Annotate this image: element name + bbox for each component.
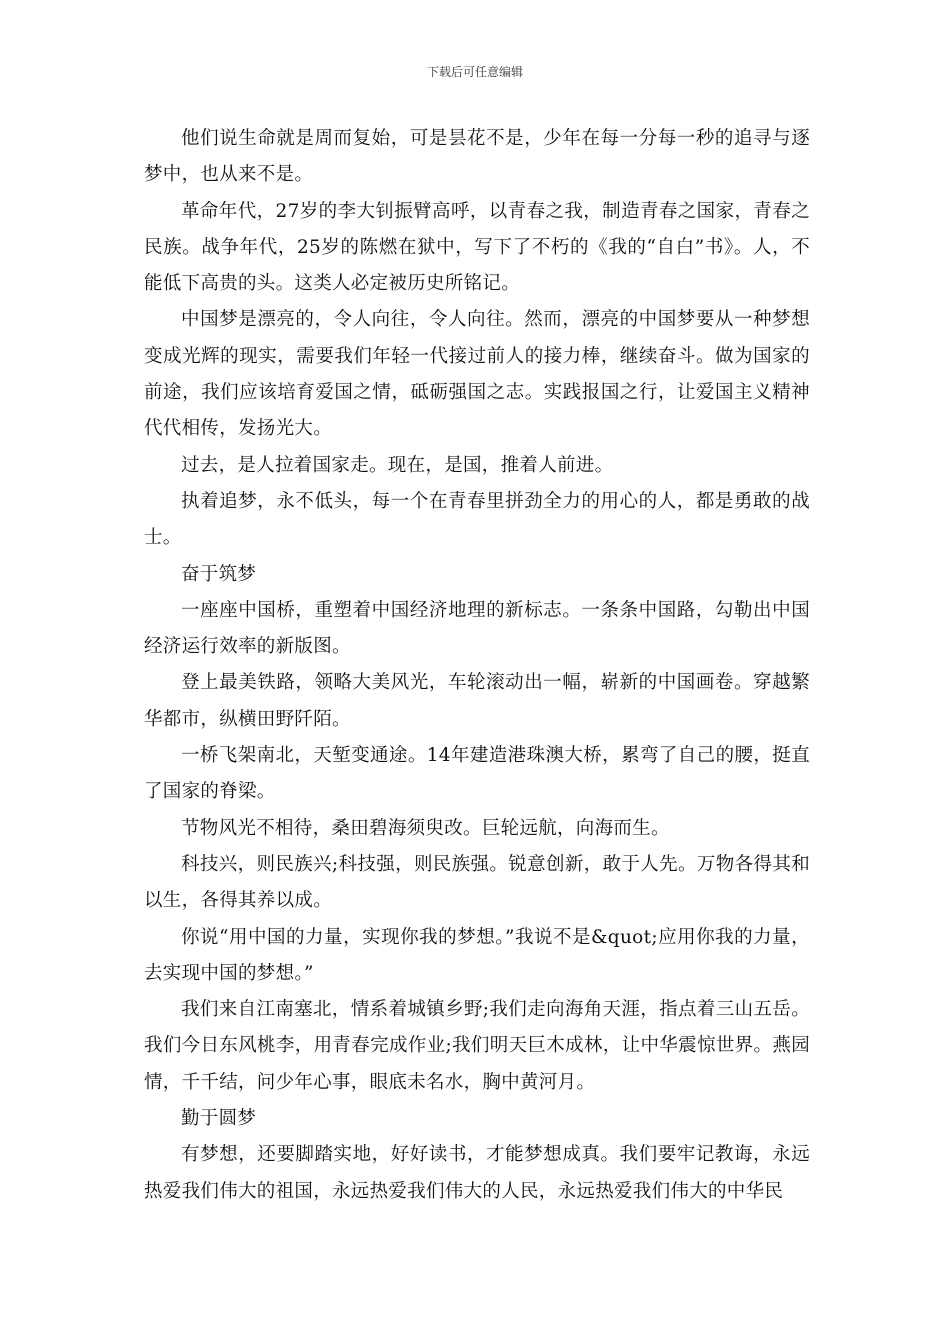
paragraph: 科技兴，则民族兴;科技强，则民族强。锐意创新，敢于人先。万物各得其和以生，各得其养以成。 <box>144 853 810 912</box>
paragraph: 节物风光不相待，桑田碧海须臾改。巨轮远航，向海而生。 <box>181 817 670 839</box>
paragraph: 革命年代，27岁的李大钊振臂高呼，以青春之我，制造青春之国家，青春之民族。战争年代，25岁的陈燃在狱中，写下了不朽的《我的“自白”书》。人，不能低下高贵的头。这类人必定被历史所铭记。 <box>144 200 810 295</box>
section-heading: 奋于筑梦 <box>181 563 257 585</box>
paragraph: 我们来自江南塞北，情系着城镇乡野;我们走向海角天涯，指点着三山五岳。我们今日东风桃李，用青春完成作业;我们明天巨木成林，让中华震惊世界。燕园情，千千结，问少年心事，眼底未名水，胸中黄河月。 <box>144 999 810 1093</box>
paragraph: 中国梦是漂亮的，令人向往，令人向往。然而，漂亮的中国梦要从一种梦想变成光辉的现实，需要我们年轻一代接过前人的接力棒，继续奋斗。做为国家的前途，我们应该培育爱国之情，砥砺强国之志。实践报国之行，让爱国主义精神代代相传，发扬光大。 <box>144 309 810 440</box>
paragraph: 过去，是人拉着国家走。现在，是国，推着人前进。 <box>181 454 614 476</box>
paragraph: 有梦想，还要脚踏实地，好好读书，才能梦想成真。我们要牢记教诲，永远热爱我们伟大的祖国，永远热爱我们伟大的人民，永远热爱我们伟大的中华民 <box>144 1144 810 1202</box>
paragraph: 一桥飞架南北，天堑变通途。14年建造港珠澳大桥，累弯了自己的腰，挺直了国家的脊梁。 <box>144 745 810 803</box>
paragraph: 你说“用中国的力量，实现你我的梦想。”我说不是&quot;应用你我的力量，去实现中国的梦想。” <box>144 926 810 984</box>
paragraph: 他们说生命就是周而复始，可是昙花不是，少年在每一分每一秒的追寻与逐梦中，也从来不是。 <box>144 128 810 186</box>
section-heading: 勤于圆梦 <box>181 1108 257 1130</box>
paragraph: 登上最美铁路，领略大美风光，车轮滚动出一幅，崭新的中国画卷。穿越繁华都市，纵横田野阡陌。 <box>144 672 810 730</box>
paragraph: 执着追梦，永不低头，每一个在青春里拼劲全力的用心的人，都是勇敢的战士。 <box>144 490 810 549</box>
document-body <box>144 121 810 1210</box>
paragraph: 一座座中国桥，重塑着中国经济地理的新标志。一条条中国路，勾勒出中国经济运行效率的新版图。 <box>144 599 810 658</box>
page-header: 下载后可任意编辑 <box>426 65 523 79</box>
